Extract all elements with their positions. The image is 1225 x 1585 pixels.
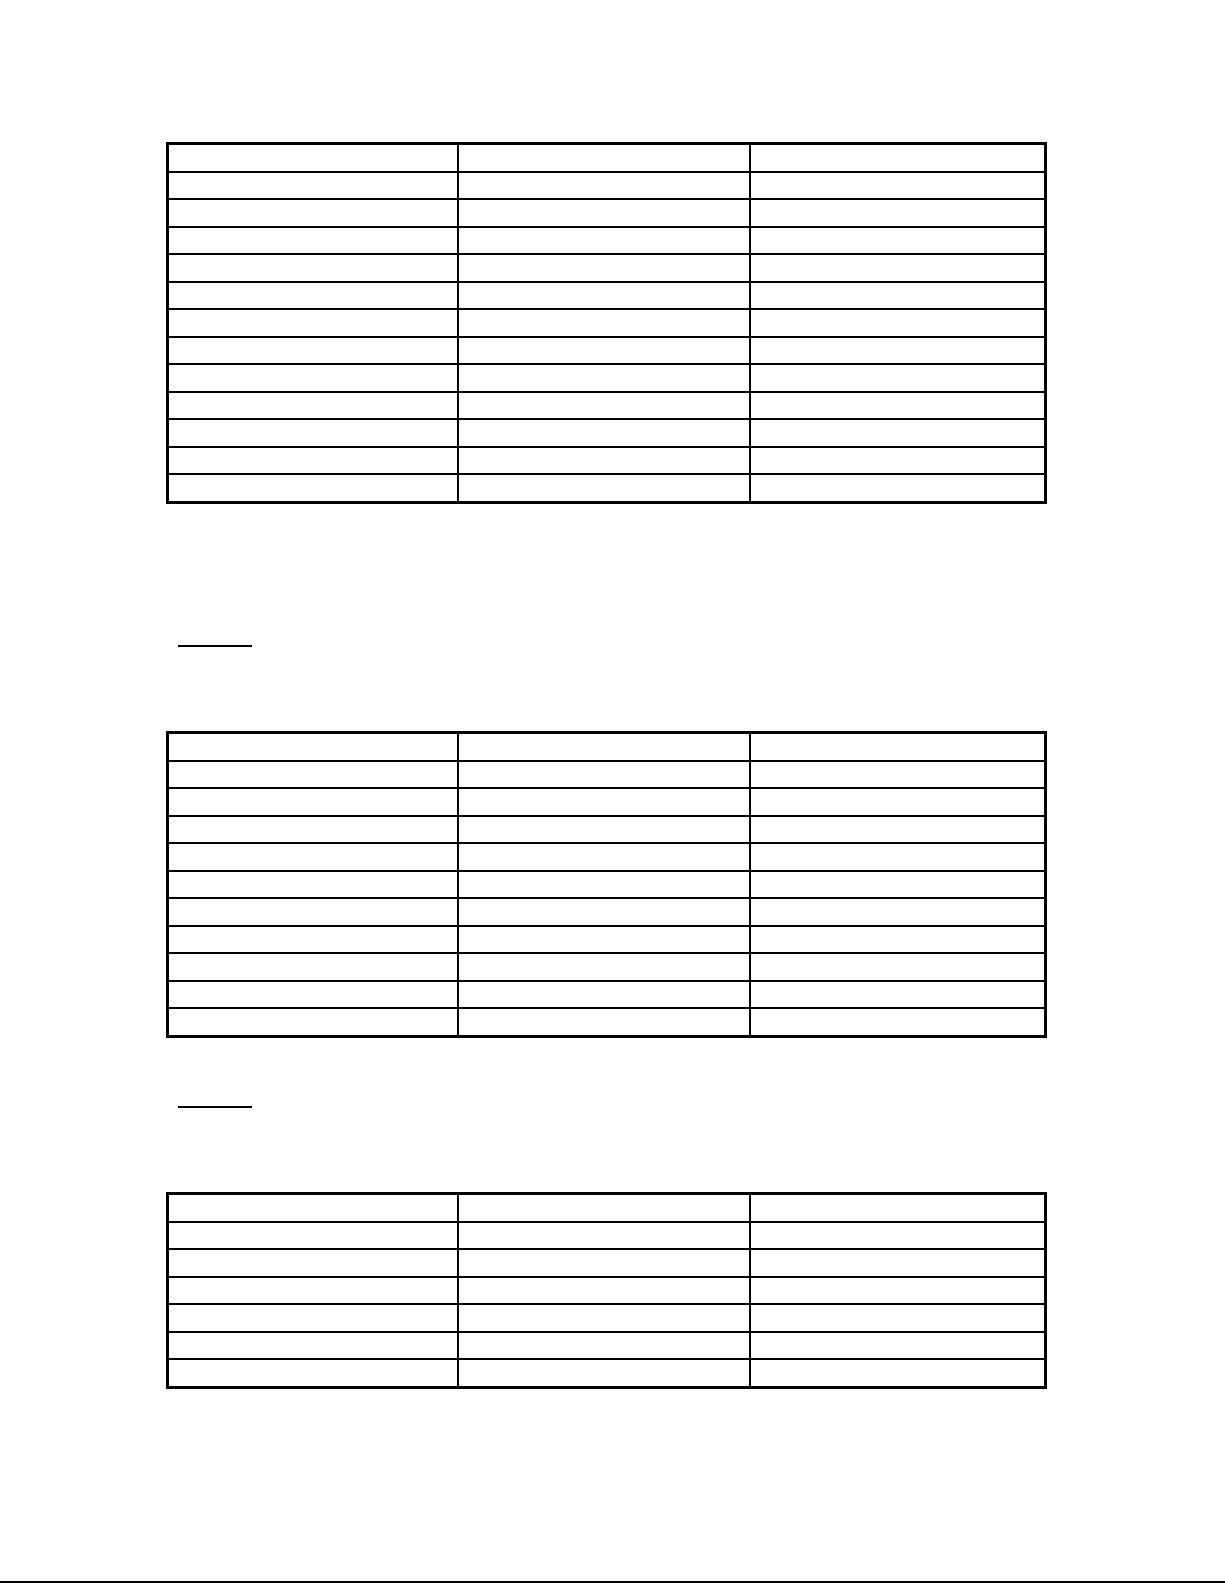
table-cell <box>168 733 458 761</box>
table-cell <box>168 447 458 475</box>
table-cell <box>168 309 458 337</box>
table-cell <box>458 843 750 871</box>
table-cell <box>750 788 1046 816</box>
data-table-1 <box>166 142 1047 504</box>
table-cell <box>458 898 750 926</box>
table-cell <box>750 1008 1046 1036</box>
table-cell <box>750 761 1046 789</box>
table-cell <box>458 1332 750 1360</box>
table-cell <box>168 1277 458 1305</box>
table-row <box>168 843 1046 871</box>
table-cell <box>168 419 458 447</box>
table-row <box>168 364 1046 392</box>
table-cell <box>168 282 458 310</box>
table-cell <box>168 474 458 502</box>
table-cell <box>750 843 1046 871</box>
table-cell <box>458 474 750 502</box>
table-cell <box>750 227 1046 255</box>
table-cell <box>750 1277 1046 1305</box>
table-row <box>168 447 1046 475</box>
table-row <box>168 1332 1046 1360</box>
table-row <box>168 337 1046 365</box>
table-cell <box>168 1008 458 1036</box>
table-cell <box>458 1008 750 1036</box>
table-cell <box>168 981 458 1009</box>
section-heading-underline <box>178 645 252 647</box>
table-cell <box>750 953 1046 981</box>
table-row <box>168 1277 1046 1305</box>
table-cell <box>750 1222 1046 1250</box>
table-cell <box>750 816 1046 844</box>
table-row <box>168 733 1046 761</box>
table-cell <box>458 953 750 981</box>
table-row <box>168 1359 1046 1387</box>
table-row <box>168 898 1046 926</box>
table-cell <box>750 199 1046 227</box>
table-cell <box>168 788 458 816</box>
table-cell <box>458 392 750 420</box>
table-row <box>168 816 1046 844</box>
table-row <box>168 1222 1046 1250</box>
table-row <box>168 199 1046 227</box>
table-row <box>168 788 1046 816</box>
table-cell <box>750 1359 1046 1387</box>
table-cell <box>750 733 1046 761</box>
table-cell <box>458 1304 750 1332</box>
table-cell <box>458 364 750 392</box>
table-row <box>168 172 1046 200</box>
table-cell <box>168 1222 458 1250</box>
table-cell <box>750 447 1046 475</box>
page-bottom-rule <box>0 1581 1225 1583</box>
table-cell <box>458 309 750 337</box>
table-cell <box>458 1222 750 1250</box>
table-cell <box>458 447 750 475</box>
table-cell <box>168 172 458 200</box>
table-cell <box>458 1194 750 1222</box>
table-cell <box>458 761 750 789</box>
data-table-2 <box>166 731 1047 1038</box>
table-body <box>168 1194 1046 1388</box>
table-cell <box>168 926 458 954</box>
table-row <box>168 761 1046 789</box>
table-cell <box>750 392 1046 420</box>
table-row <box>168 871 1046 899</box>
table-cell <box>750 474 1046 502</box>
table-cell <box>458 733 750 761</box>
table-row <box>168 1194 1046 1222</box>
table-cell <box>168 843 458 871</box>
table-cell <box>168 364 458 392</box>
table-cell <box>168 1194 458 1222</box>
table-row <box>168 419 1046 447</box>
section-heading-underline <box>178 1106 252 1108</box>
table-row <box>168 926 1046 954</box>
table-row <box>168 1008 1046 1036</box>
table-cell <box>168 816 458 844</box>
table-cell <box>458 926 750 954</box>
table-cell <box>168 254 458 282</box>
table-cell <box>458 871 750 899</box>
table-row <box>168 392 1046 420</box>
table-cell <box>750 981 1046 1009</box>
table-cell <box>168 227 458 255</box>
table-cell <box>750 364 1046 392</box>
table-cell <box>750 1249 1046 1277</box>
table-cell <box>750 172 1046 200</box>
table-cell <box>458 1359 750 1387</box>
table-row <box>168 282 1046 310</box>
table-cell <box>750 1304 1046 1332</box>
table-cell <box>168 871 458 899</box>
table-body <box>168 733 1046 1037</box>
table-cell <box>750 254 1046 282</box>
table-cell <box>458 419 750 447</box>
table-cell <box>750 1194 1046 1222</box>
table-row <box>168 1249 1046 1277</box>
table-cell <box>750 871 1046 899</box>
table-cell <box>168 1304 458 1332</box>
table-cell <box>458 337 750 365</box>
table-cell <box>458 981 750 1009</box>
table-cell <box>458 1249 750 1277</box>
table-cell <box>458 144 750 172</box>
table-row <box>168 953 1046 981</box>
table-cell <box>168 898 458 926</box>
table-cell <box>458 227 750 255</box>
table-row <box>168 144 1046 172</box>
table-cell <box>168 761 458 789</box>
table-cell <box>168 1332 458 1360</box>
table-cell <box>750 282 1046 310</box>
table-cell <box>750 898 1046 926</box>
table-cell <box>458 254 750 282</box>
table-row <box>168 981 1046 1009</box>
table-row <box>168 227 1046 255</box>
table-cell <box>458 1277 750 1305</box>
table-cell <box>750 337 1046 365</box>
table-row <box>168 309 1046 337</box>
table-cell <box>168 953 458 981</box>
table-cell <box>168 1249 458 1277</box>
table-cell <box>168 337 458 365</box>
table-cell <box>750 309 1046 337</box>
table-cell <box>168 1359 458 1387</box>
table-cell <box>750 419 1046 447</box>
table-row <box>168 254 1046 282</box>
table-cell <box>750 1332 1046 1360</box>
table-body <box>168 144 1046 503</box>
table-row <box>168 474 1046 502</box>
table-cell <box>750 144 1046 172</box>
table-cell <box>168 199 458 227</box>
data-table-3 <box>166 1192 1047 1389</box>
table-cell <box>458 816 750 844</box>
table-cell <box>458 172 750 200</box>
table-cell <box>458 788 750 816</box>
table-row <box>168 1304 1046 1332</box>
table-cell <box>750 926 1046 954</box>
table-cell <box>458 199 750 227</box>
table-cell <box>168 144 458 172</box>
table-cell <box>168 392 458 420</box>
table-cell <box>458 282 750 310</box>
